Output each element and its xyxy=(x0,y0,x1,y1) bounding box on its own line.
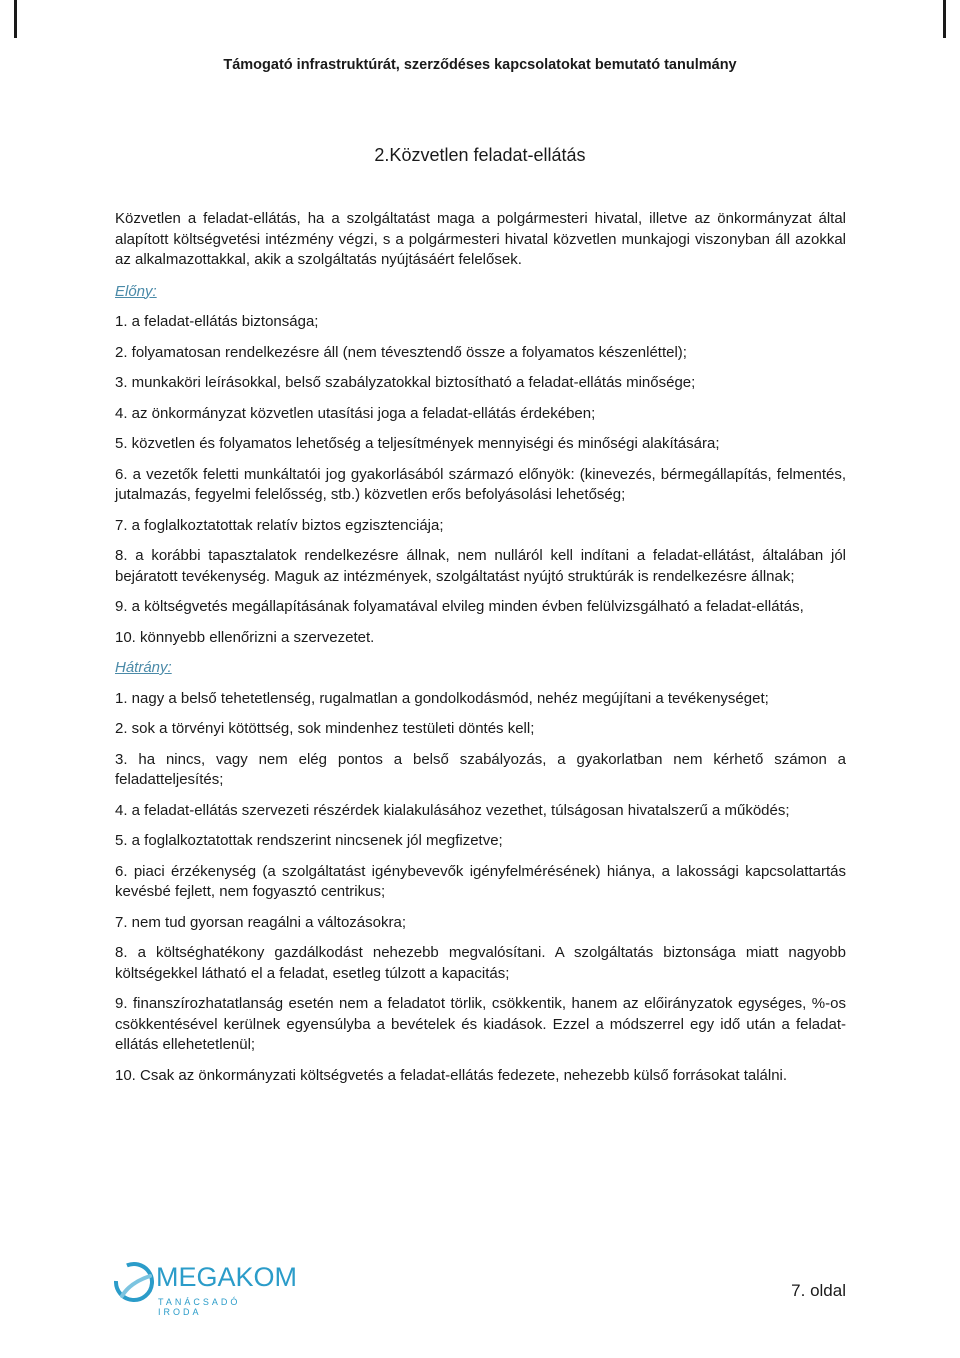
disadvantage-item: 5. a foglalkoztatottak rendszerint nincsenek jól megfizetve; xyxy=(115,832,503,849)
advantage-item: 3. munkaköri leírásokkal, belső szabályzatokkal biztosítható a feladat-ellátás minősége; xyxy=(115,374,696,391)
disadvantages-list xyxy=(115,689,846,1087)
disadvantage-item: 6. piaci érzékenység (a szolgáltatást igénybevevők igényfelmérésének) hiánya, a lakossági kapcsolattartás kevésbé fejlett, nem fogyasztó centrikus; xyxy=(115,862,846,900)
disadvantage-item: 4. a feladat-ellátás szervezeti részérdek kialakulásához vezethet, túlságosan hivatalszerű a működés; xyxy=(115,801,790,819)
main-content xyxy=(115,209,846,1096)
logo-subtitle: TANÁCSADÓ IRODA xyxy=(158,1297,241,1317)
megakom-logo xyxy=(114,1260,298,1322)
advantage-item: 4. az önkormányzat közvetlen utasítási joga a feladat-ellátás érdekében; xyxy=(115,404,596,422)
disadvantage-item: 3. ha nincs, vagy nem elég pontos a belső szabályozás, a gyakorlatban nem kérhető számon a feladatteljesítés; xyxy=(115,750,846,788)
advantage-item: 10. könnyebb ellenőrizni a szervezetet. xyxy=(115,628,375,646)
advantage-item: 1. a feladat-ellátás biztonsága; xyxy=(115,313,319,330)
section-title: 2.Közvetlen feladat-ellátás xyxy=(374,145,586,165)
disadvantage-item: 10. Csak az önkormányzati költségvetés a feladat-ellátás fedezete, nehezebb külső forrásokat találni. xyxy=(115,1066,788,1084)
intro-paragraph: Közvetlen a feladat-ellátás, ha a szolgáltatást maga a polgármesteri hivatal, illetve az önkormányzat által alapított költségvetési intézmény végzi, s a polgármesteri hivatal közvetlen munkajogi viszonyban áll azokkal az alkalmazottakkal, akik a szolgáltatás nyújtásáért felelősek. xyxy=(115,210,846,268)
advantage-item: 7. a foglalkoztatottak relatív biztos egzisztenciája; xyxy=(115,516,444,534)
page-frame-right xyxy=(943,0,946,38)
disadvantage-item: 2. sok a törvényi kötöttség, sok mindenhez testületi döntés kell; xyxy=(115,720,535,737)
disadvantage-item: 9. finanszírozhatatlanság esetén nem a feladatot törlik, csökkentik, hanem az előirányzatok egységes, %-os csökkentésével kerülnek egyensúlyba a bevételek és kiadások. Ezzel a módszerrel egy idő után a feladat-ellátás ellehetetlenül; xyxy=(115,995,846,1053)
advantage-item: 6. a vezetők feletti munkáltatói jog gyakorlásából származó előnyök: (kinevezés, bérmegállapítás, felmentés, jutalmazás, fegyelmi felelősség, stb.) közvetlen erős befolyásolási lehetőség; xyxy=(115,465,846,503)
disadvantages-heading: Hátrány: xyxy=(115,659,172,676)
page-number: 7. oldal xyxy=(791,1281,846,1300)
logo-wordmark: MEGAKOM xyxy=(156,1262,298,1292)
advantage-item: 9. a költségvetés megállapításának folyamatával elvileg minden évben felülvizsgálható a feladat-ellátás, xyxy=(115,598,804,615)
disadvantage-item: 1. nagy a belső tehetetlenség, rugalmatlan a gondolkodásmód, nehéz megújítani a tevékenységet; xyxy=(115,689,769,707)
advantages-heading: Előny: xyxy=(115,282,157,300)
document-header: Támogató infrastruktúrát, szerződéses kapcsolatokat bemutató tanulmány xyxy=(223,57,737,73)
megakom-logo-mark-icon xyxy=(114,1260,154,1304)
advantages-list xyxy=(115,312,846,648)
page-frame-left xyxy=(14,0,17,38)
advantage-item: 2. folyamatosan rendelkezésre áll (nem tévesztendő össze a folyamatos készenléttel); xyxy=(115,343,687,361)
disadvantage-item: 8. a költséghatékony gazdálkodást nehezebb megvalósítani. A szolgáltatás biztonsága miatt nagyobb költségekkel látható el a feladat, esetleg túlzott a kapacitás; xyxy=(115,944,846,982)
advantage-item: 5. közvetlen és folyamatos lehetőség a teljesítmények mennyiségi és minőségi alakítására; xyxy=(115,435,720,452)
advantage-item: 8. a korábbi tapasztalatok rendelkezésre állnak, nem nulláról kell indítani a feladat-ellátást, általában jól bejáratott tevékenység. Maguk az intézmények, szolgáltatást nyújtó struktúrák is rendelkezésre állnak; xyxy=(115,547,846,585)
disadvantage-item: 7. nem tud gyorsan reagálni a változásokra; xyxy=(115,913,406,931)
